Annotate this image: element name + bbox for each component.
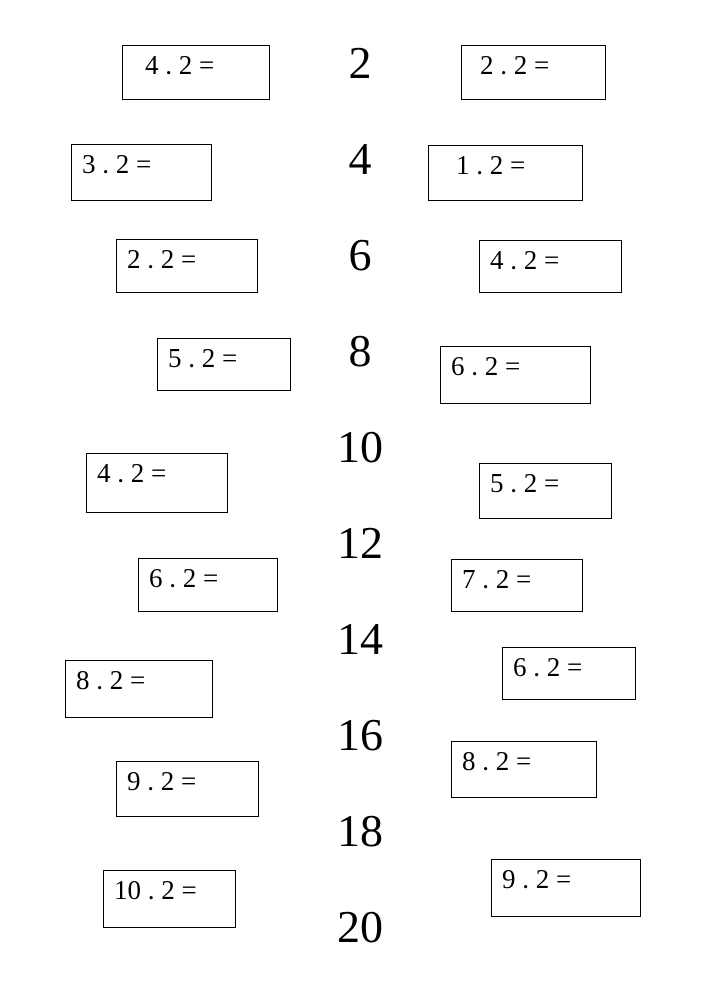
right-expression-box: [440, 346, 591, 404]
right-expression-box: [451, 559, 583, 612]
expression-text: 2 . 2 =: [127, 244, 197, 274]
right-expression-box: [461, 45, 606, 100]
left-expression-box: [116, 761, 259, 817]
center-number: 10: [337, 421, 383, 472]
center-number: 18: [337, 805, 383, 856]
expression-text: 7 . 2 =: [462, 564, 532, 594]
expression-text: 4 . 2 =: [97, 458, 167, 488]
expression-text: 10 . 2 =: [114, 875, 197, 905]
expression-text: 8 . 2 =: [76, 665, 146, 695]
center-number: 6: [348, 229, 372, 280]
left-expression-box: [157, 338, 291, 391]
right-expression-box: [479, 240, 622, 293]
right-expression-box: [502, 647, 636, 700]
center-number: 16: [337, 709, 383, 760]
expression-text: 2 . 2 =: [480, 50, 550, 80]
right-expression-box: [428, 145, 583, 201]
center-number: 20: [337, 901, 383, 952]
left-expression-box: [71, 144, 212, 201]
expression-text: 6 . 2 =: [451, 351, 521, 381]
left-expression-box: [116, 239, 258, 293]
expression-text: 9 . 2 =: [502, 864, 572, 894]
left-expression-box: [86, 453, 228, 513]
left-expression-box: [122, 45, 270, 100]
right-expression-box: [451, 741, 597, 798]
center-number: 4: [348, 133, 372, 184]
expression-text: 5 . 2 =: [490, 468, 560, 498]
expression-text: 4 . 2 =: [145, 50, 215, 80]
expression-text: 6 . 2 =: [513, 652, 583, 682]
expression-text: 5 . 2 =: [168, 343, 238, 373]
expression-text: 6 . 2 =: [149, 563, 219, 593]
center-number: 8: [348, 325, 372, 376]
expression-text: 8 . 2 =: [462, 746, 532, 776]
left-expression-box: [138, 558, 278, 612]
left-expression-box: [65, 660, 213, 718]
expression-text: 9 . 2 =: [127, 766, 197, 796]
expression-text: 4 . 2 =: [490, 245, 560, 275]
left-expression-box: [103, 870, 236, 928]
center-number: 14: [337, 613, 383, 664]
expression-text: 3 . 2 =: [82, 149, 152, 179]
center-number: 12: [337, 517, 383, 568]
right-expression-box: [479, 463, 612, 519]
right-expression-box: [491, 859, 641, 917]
center-number: 2: [348, 37, 372, 88]
expression-text: 1 . 2 =: [456, 150, 526, 180]
